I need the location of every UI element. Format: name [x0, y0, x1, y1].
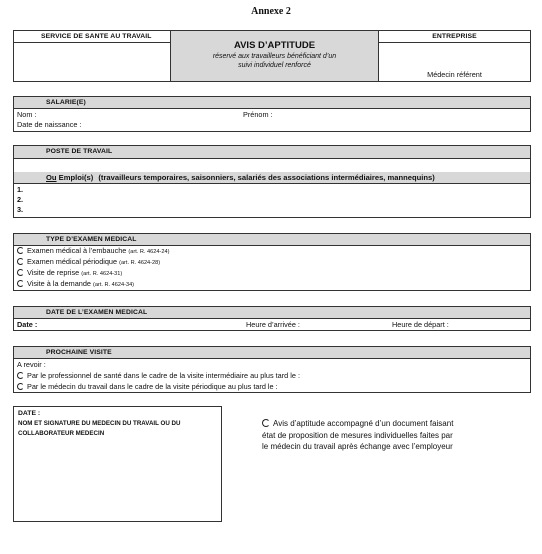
avis-subtitle-2: suivi individuel renforcé	[238, 62, 311, 69]
date-label: Date :	[17, 320, 38, 329]
poste-section	[13, 145, 531, 218]
examen-option-label: Examen médical périodique	[27, 257, 118, 266]
prochaine-option-label: Par le professionnel de santé dans le cadre de la visite intermédiaire au plus tard le :	[27, 371, 300, 380]
radio-icon	[17, 383, 24, 390]
examen-option-ref: (art. R. 4624-31)	[81, 271, 123, 277]
examen-option-ref: (art. R. 4624-28)	[119, 260, 161, 266]
emploi-header	[46, 173, 435, 182]
examen-option-demande[interactable]	[17, 279, 134, 290]
examen-option-periodique[interactable]	[17, 257, 160, 268]
avis-document-line-1: Avis d’aptitude accompagné d’un document faisant	[273, 419, 454, 428]
avis-cell	[171, 31, 379, 81]
medecin-referent-label: Médecin référent	[427, 70, 482, 79]
nom-label: Nom :	[17, 110, 37, 119]
radio-icon	[17, 258, 24, 265]
naissance-label: Date de naissance :	[17, 120, 82, 129]
prochaine-option-periodique[interactable]	[17, 382, 278, 391]
top-block	[13, 30, 531, 82]
sst-label: SERVICE DE SANTE AU TRAVAIL	[41, 33, 152, 40]
examen-option-reprise[interactable]	[17, 268, 122, 279]
emploi-label: Emploi(s)	[58, 173, 94, 182]
signature-date-label: DATE :	[18, 410, 41, 417]
radio-icon	[17, 269, 24, 276]
radio-icon	[262, 419, 270, 427]
prochaine-header: PROCHAINE VISITE	[46, 349, 112, 356]
prenom-label: Prénom :	[243, 110, 273, 119]
examen-option-label: Visite de reprise	[27, 268, 80, 277]
prochaine-option-intermediaire[interactable]	[17, 371, 300, 380]
prochaine-visite-section	[13, 346, 531, 393]
emploi-item-1: 1.	[17, 185, 24, 194]
date-examen-section	[13, 306, 531, 331]
prochaine-option-label: Par le médecin du travail dans le cadre de la visite périodique au plus tard le :	[27, 382, 278, 391]
emploi-item-3: 3.	[17, 205, 24, 214]
salarie-header: SALARIE(E)	[46, 99, 86, 106]
examen-section	[13, 233, 531, 291]
entreprise-label: ENTREPRISE	[432, 33, 477, 40]
poste-header: POSTE DE TRAVAIL	[46, 148, 113, 155]
avis-subtitle-1: réservé aux travailleurs bénéficiant d’un	[212, 53, 337, 60]
avis-document-line-3: le médecin du travail après échange avec l’employeur	[262, 442, 453, 451]
radio-icon	[17, 372, 24, 379]
emploi-item-2: 2.	[17, 195, 24, 204]
salarie-section	[13, 96, 531, 132]
examen-header: TYPE D’EXAMEN MEDICAL	[46, 236, 137, 243]
avis-document-line-1-wrap	[262, 418, 532, 430]
signature-line-2: COLLABORATEUR MEDECIN	[18, 430, 105, 437]
examen-option-label: Examen médical à l’embauche	[27, 246, 127, 255]
signature-line-1: NOM ET SIGNATURE DU MEDECIN DU TRAVAIL OU DU	[18, 420, 181, 427]
revoir-label: A revoir :	[17, 360, 46, 369]
examen-option-label: Visite à la demande	[27, 279, 91, 288]
date-examen-header: DATE DE L’EXAMEN MEDICAL	[46, 309, 148, 316]
examen-option-ref: (art. R. 4624-34)	[93, 282, 135, 288]
examen-option-embauche[interactable]	[17, 246, 169, 257]
heure-arrivee-label: Heure d’arrivée :	[246, 320, 300, 329]
examen-option-ref: (art. R. 4624-24)	[128, 249, 170, 255]
heure-depart-label: Heure de départ :	[392, 320, 449, 329]
sst-cell	[14, 31, 171, 81]
annex-title: Annexe 2	[251, 6, 291, 17]
avis-document-option[interactable]	[262, 418, 532, 453]
emploi-description: (travailleurs temporaires, saisonniers, salariés des associations intermédiaires, mannequins)	[98, 173, 435, 182]
emploi-ou: Ou	[46, 173, 57, 182]
entreprise-cell	[379, 31, 530, 81]
radio-icon	[17, 280, 24, 287]
avis-title: AVIS D’APTITUDE	[233, 40, 316, 51]
radio-icon	[17, 247, 24, 254]
avis-document-line-2: état de proposition de mesures individuelles faites par	[262, 430, 453, 440]
signature-box[interactable]	[13, 406, 222, 522]
